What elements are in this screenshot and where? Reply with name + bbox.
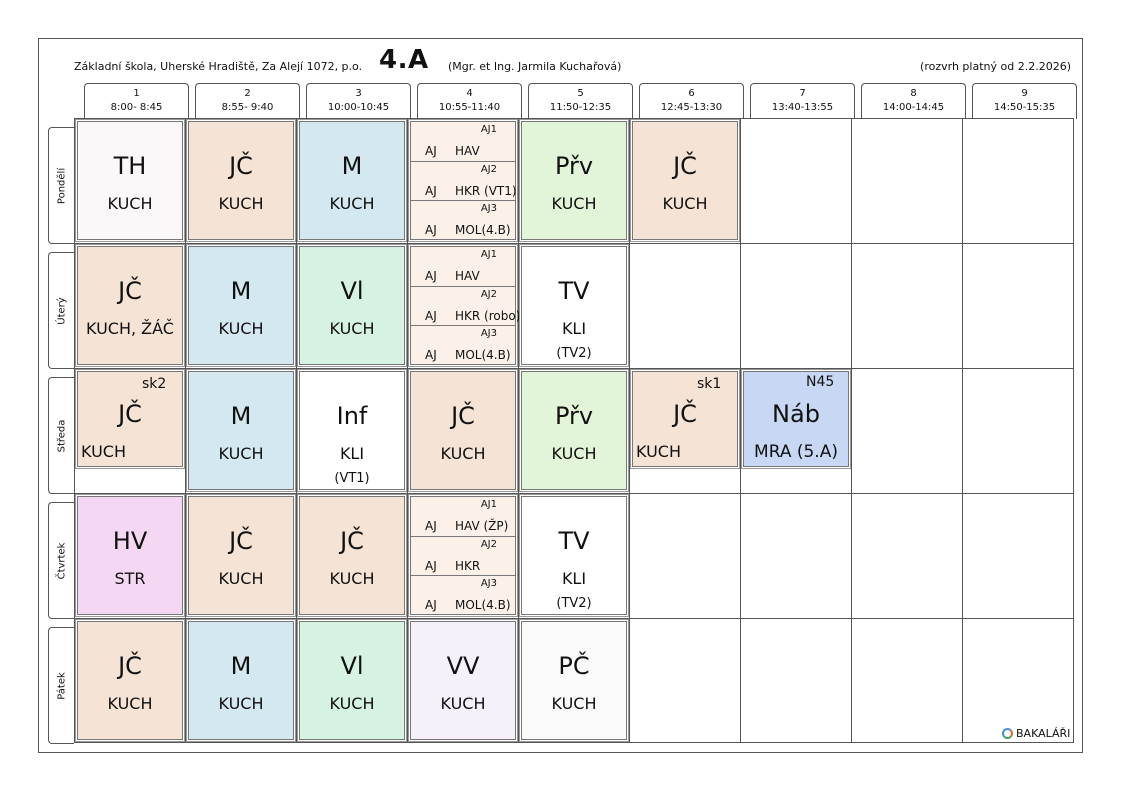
lesson-tue-5[interactable] xyxy=(521,246,627,365)
subject: M xyxy=(230,402,252,430)
lesson-mon-3[interactable] xyxy=(299,121,405,240)
lesson-thu-3[interactable] xyxy=(299,496,405,615)
subject: JČ xyxy=(118,652,142,680)
teacher: KUCH xyxy=(551,194,597,213)
teacher: KUCH xyxy=(440,694,486,713)
teacher: KUCH xyxy=(218,319,264,338)
teacher: KUCH xyxy=(218,694,264,713)
teacher: KUCH xyxy=(329,694,375,713)
room: (TV2) xyxy=(556,346,592,361)
subject: JČ xyxy=(118,277,142,305)
subject: VV xyxy=(446,652,480,680)
grid-divider xyxy=(962,118,963,743)
subject: Vl xyxy=(340,277,364,305)
grid-divider xyxy=(407,118,408,743)
grid-divider xyxy=(74,493,1074,494)
subject: M xyxy=(230,652,252,680)
subject: Náb xyxy=(772,400,820,428)
period-header-4: 4 10:55-11:40 xyxy=(417,83,522,119)
period-header-8: 8 14:00-14:45 xyxy=(861,83,966,119)
teacher: KUCH xyxy=(218,569,264,588)
teacher: KLI xyxy=(561,569,587,588)
validity-note: (rozvrh platný od 2.2.2026) xyxy=(920,60,1071,73)
subject: Vl xyxy=(340,652,364,680)
day-label-thursday: Čtvrtek xyxy=(48,502,74,619)
group-lesson: AJ2 AJ HKR xyxy=(411,536,515,575)
grid-divider xyxy=(74,243,1074,244)
lesson-thu-5[interactable] xyxy=(521,496,627,615)
grid-divider xyxy=(296,118,297,743)
teacher: KUCH xyxy=(218,194,264,213)
class-teacher: (Mgr. et Ing. Jarmila Kuchařová) xyxy=(448,60,622,73)
teacher: STR xyxy=(114,569,146,588)
subject: JČ xyxy=(673,400,697,428)
teacher: KUCH xyxy=(551,444,597,463)
bakalari-logo-icon xyxy=(1002,728,1013,739)
teacher: KUCH xyxy=(636,442,681,461)
subject: HV xyxy=(112,527,148,555)
lesson-tue-2[interactable] xyxy=(188,246,294,365)
group-label: sk2 xyxy=(142,376,167,392)
teacher: KUCH xyxy=(551,694,597,713)
teacher: KLI xyxy=(561,319,587,338)
grid-divider xyxy=(74,618,1074,619)
lesson-wed-5[interactable] xyxy=(521,371,627,490)
group-lesson: AJ3 AJ MOL(4.B) xyxy=(411,200,515,239)
period-header-2: 2 8:55- 9:40 xyxy=(195,83,300,119)
grid-divider xyxy=(740,118,741,743)
lesson-fri-2[interactable] xyxy=(188,621,294,740)
class-title: 4.A xyxy=(379,45,429,75)
bakalari-logo: BAKALÁŘI xyxy=(1002,727,1070,740)
subject: JČ xyxy=(340,527,364,555)
teacher: KUCH xyxy=(440,444,486,463)
lesson-wed-2[interactable] xyxy=(188,371,294,490)
group-label: sk1 xyxy=(697,376,722,392)
lesson-wed-7[interactable] xyxy=(743,371,849,467)
subject: M xyxy=(230,277,252,305)
subject: JČ xyxy=(451,402,475,430)
lesson-tue-4-groups[interactable] xyxy=(410,246,521,365)
subject: M xyxy=(341,152,363,180)
subject: JČ xyxy=(118,400,142,428)
period-header-3: 3 10:00-10:45 xyxy=(306,83,411,119)
lesson-mon-2[interactable] xyxy=(188,121,294,240)
lesson-thu-2[interactable] xyxy=(188,496,294,615)
period-header-1: 1 8:00- 8:45 xyxy=(84,83,189,119)
day-label-wednesday: Středa xyxy=(48,377,74,494)
lesson-fri-1[interactable] xyxy=(77,621,183,740)
lesson-mon-6[interactable] xyxy=(632,121,738,240)
group-lesson: AJ1 AJ HAV xyxy=(425,249,497,283)
subject: PČ xyxy=(558,652,590,680)
room: (VT1) xyxy=(334,471,370,486)
teacher: KUCH xyxy=(329,319,375,338)
grid-divider xyxy=(185,118,186,743)
lesson-fri-5[interactable] xyxy=(521,621,627,740)
subject: TV xyxy=(558,527,590,555)
lesson-wed-6[interactable] xyxy=(632,371,738,467)
group-lesson: AJ1 AJ HAV xyxy=(425,124,497,158)
group-lesson: AJ2 AJ HKR (robo) xyxy=(411,286,515,325)
subject: TH xyxy=(113,152,147,180)
group-lesson: AJ3 AJ MOL(4.B) xyxy=(411,575,515,614)
teacher: MRA (5.A) xyxy=(754,442,838,462)
subject: JČ xyxy=(673,152,697,180)
teacher: KUCH xyxy=(107,694,153,713)
teacher: KUCH xyxy=(662,194,708,213)
lesson-mon-1[interactable] xyxy=(77,121,183,240)
day-label-tuesday: Úterý xyxy=(48,252,74,369)
subject: Přv xyxy=(554,402,594,430)
grid-divider xyxy=(851,118,852,743)
period-header-6: 6 12:45-13:30 xyxy=(639,83,744,119)
grid-divider xyxy=(74,368,1074,369)
lesson-fri-3[interactable] xyxy=(299,621,405,740)
teacher: KUCH xyxy=(107,194,153,213)
grid-divider xyxy=(629,118,630,743)
school-name: Základní škola, Uherské Hradiště, Za Alejí 1072, p.o. xyxy=(74,60,363,73)
lesson-thu-1[interactable] xyxy=(77,496,183,615)
day-label-friday: Pátek xyxy=(48,627,74,744)
teacher: KUCH xyxy=(329,569,375,588)
lesson-wed-4[interactable] xyxy=(410,371,516,490)
subject: JČ xyxy=(229,152,253,180)
teacher: KLI xyxy=(339,444,365,463)
teacher: KUCH, ŽÁČ xyxy=(86,319,174,338)
period-header-7: 7 13:40-13:55 xyxy=(750,83,855,119)
room: (TV2) xyxy=(556,596,592,611)
group-lesson: AJ2 AJ HKR (VT1) xyxy=(411,161,515,200)
lesson-tue-1[interactable] xyxy=(77,246,183,365)
group-lesson: AJ3 AJ MOL(4.B) xyxy=(411,325,515,364)
grid-divider xyxy=(518,118,519,743)
lesson-wed-3[interactable] xyxy=(299,371,405,490)
subject: TV xyxy=(558,277,590,305)
group-lesson: AJ1 AJ HAV (ŽP) xyxy=(425,499,509,533)
teacher: KUCH xyxy=(329,194,375,213)
lesson-mon-5[interactable] xyxy=(521,121,627,240)
subject: Přv xyxy=(554,152,594,180)
period-header-5: 5 11:50-12:35 xyxy=(528,83,633,119)
period-header-9: 9 14:50-15:35 xyxy=(972,83,1077,119)
lesson-wed-1[interactable] xyxy=(77,371,183,467)
group-label: N45 xyxy=(806,374,835,390)
subject: Inf xyxy=(336,402,368,430)
lesson-thu-4-groups[interactable] xyxy=(410,496,516,615)
subject: JČ xyxy=(229,527,253,555)
teacher: KUCH xyxy=(218,444,264,463)
teacher: KUCH xyxy=(81,442,126,461)
lesson-mon-4-groups[interactable] xyxy=(410,121,516,240)
day-label-monday: Pondělí xyxy=(48,127,74,244)
lesson-fri-4[interactable] xyxy=(410,621,516,740)
lesson-tue-3[interactable] xyxy=(299,246,405,365)
